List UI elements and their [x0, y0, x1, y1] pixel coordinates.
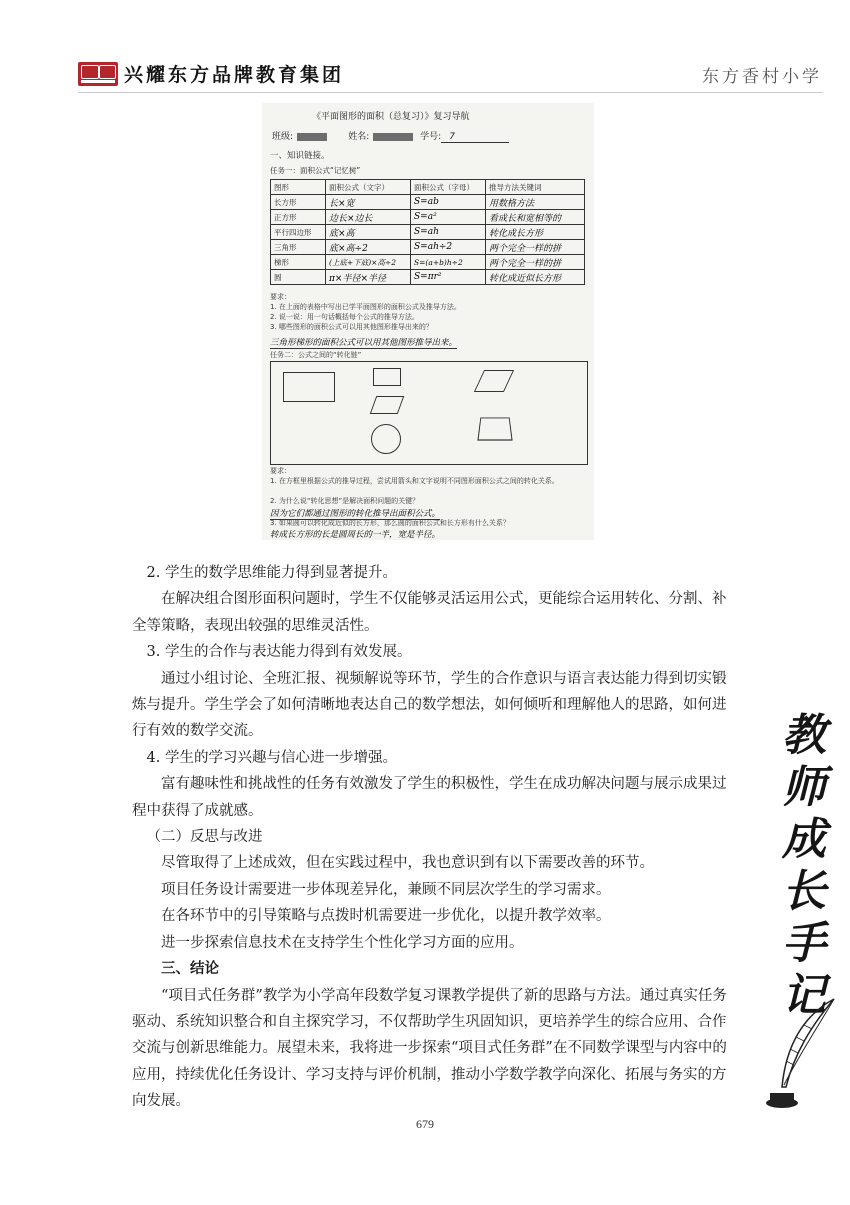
worksheet-student-info: 班级: 姓名: 学号: 7 [272, 129, 509, 143]
worksheet-req2-3: 3. 如果圆可以转化成近似的长方形，那么圆的面积公式和长方形有什么关系？ [270, 519, 510, 527]
worksheet-section1: 一、知识链接。 [270, 151, 330, 161]
table-row: 三角形 底×高÷2 S=ah÷2 两个完全一样的拼 [271, 240, 585, 255]
paragraph: 富有趣味性和挑战性的任务有效激发了学生的积极性，学生在成功解决问题与展示成果过程中获得了成就感。 [132, 776, 727, 819]
circle-shape [371, 424, 401, 454]
square-shape [373, 368, 401, 386]
school-name: 东方香村小学 [702, 67, 822, 87]
worksheet-answer2: 因为它们都通过图形的转化推导出面积公式。 [270, 509, 441, 519]
parallelogram-shape [370, 396, 405, 414]
article-body [132, 560, 728, 1115]
worksheet-title: 《平面图形的面积（总复习）》复习导航 [312, 112, 470, 122]
student-number: 7 [441, 132, 509, 143]
paragraph: 进一步探索信息技术在支持学生个性化学习方面的应用。 [161, 934, 524, 951]
quill-icon [764, 995, 844, 1115]
table-header-row: 图形 面积公式（文字） 面积公式（字母） 推导方法关键词 [271, 180, 585, 195]
table-row: 梯形 (上底+下底)×高÷2 S=(a+b)h÷2 两个完全一样的拼 [271, 255, 585, 270]
point-heading: 2. 学生的数学思维能力得到显著提升。 [146, 565, 397, 581]
redacted-class [297, 133, 327, 141]
point-heading: 3. 学生的合作与表达能力得到有效发展。 [146, 644, 412, 661]
paragraph: 尽管取得了上述成效，但在实践过程中，我也意识到有以下需要改善的环节。 [161, 855, 654, 872]
group-logo [78, 62, 118, 86]
page-number: 679 [416, 1117, 434, 1131]
paragraph: 在各环节中的引导策略与点拨时机需要进一步优化，以提升教学效率。 [161, 908, 611, 925]
table-row: 平行四边形 底×高 S=ah 转化成长方形 [271, 225, 585, 240]
worksheet-req3: 3. 哪些图形的面积公式可以用其他图形推导出来的？ [270, 323, 433, 331]
table-row: 圆 π×半径×半径 S=πr² 转化成近似长方形 [271, 270, 585, 285]
trapezoid-pair-shape [477, 418, 512, 441]
conversion-diagram [270, 361, 588, 465]
section-heading: （二）反思与改进 [146, 829, 263, 846]
paragraph: 通过小组讨论、全班汇报、视频解说等环节，学生的合作意识与语言表达能力得到切实锻炼与提升。学生学会了如何清晰地表达自己的数学想法，如何倾听和理解他人的思路，如何进行有效的数学交流。 [132, 670, 727, 740]
triangle-pair-shape [474, 370, 514, 392]
sidebar-calligraphy: 教 师 成 长 手 记 [782, 710, 826, 1021]
rectangle-shape [283, 372, 335, 402]
formula-table [270, 179, 585, 285]
paragraph: “项目式任务群”教学为小学高年段数学复习课教学提供了新的思路与方法。通过真实任务驱动、系统知识整合和自主探究学习，不仅帮助学生巩固知识，更培养学生的综合应用、合作交流与创新思维能力。展望未来，我将进一步探索“项目式任务群”在不同数学课型与内容中的应用，持续优化任务设计、学习支持与评价机制，推动小学数学教学向深化、拓展与务实的方向发展。 [132, 987, 727, 1110]
point-heading: 4. 学生的学习兴趣与信心进一步增强。 [146, 749, 397, 766]
page-header [0, 0, 850, 100]
worksheet-req-label: 要求： [270, 293, 291, 301]
worksheet-answer1: 三角形梯形的面积公式可以用其他图形推导出来。 [270, 338, 458, 348]
worksheet-photo [262, 103, 594, 540]
worksheet-req1: 1. 在上面的表格中写出已学平面图形的面积公式及推导方法。 [270, 303, 461, 311]
table-row: 长方形 长×宽 S=ab 用数格方法 [271, 195, 585, 210]
table-row: 正方形 边长×边长 S=a² 看成长和宽相等的 [271, 210, 585, 225]
redacted-name [373, 133, 413, 141]
conclusion-heading: 三、结论 [161, 960, 219, 978]
worksheet-answer3: 转成长方形的长是圆周长的一半，宽是半径。 [270, 530, 441, 540]
worksheet-task1: 任务一：面积公式“记忆树” [270, 166, 361, 175]
worksheet-req2: 2. 说一说：用一句话概括每个公式的推导方法。 [270, 313, 419, 321]
header-divider [78, 92, 823, 93]
worksheet-req2-1: 1. 在方框里根据公式的推导过程，尝试用箭头和文字说明不同图形面积公式之间的转化关系。 [270, 477, 559, 485]
worksheet-task2: 任务二：公式之间的“转化链” [270, 351, 362, 359]
worksheet-req2-2: 2. 为什么说“转化思想”是解决面积问题的关键？ [270, 497, 420, 505]
worksheet-req2-label: 要求： [270, 467, 291, 475]
org-name: 兴耀东方品牌教育集团 [124, 64, 345, 86]
paragraph: 项目任务设计需要进一步体现差异化，兼顾不同层次学生的学习需求。 [161, 881, 611, 898]
paragraph: 在解决组合图形面积问题时，学生不仅能够灵活运用公式，更能综合运用转化、分割、补全等策略，表现出较强的思维灵活性。 [132, 591, 727, 634]
